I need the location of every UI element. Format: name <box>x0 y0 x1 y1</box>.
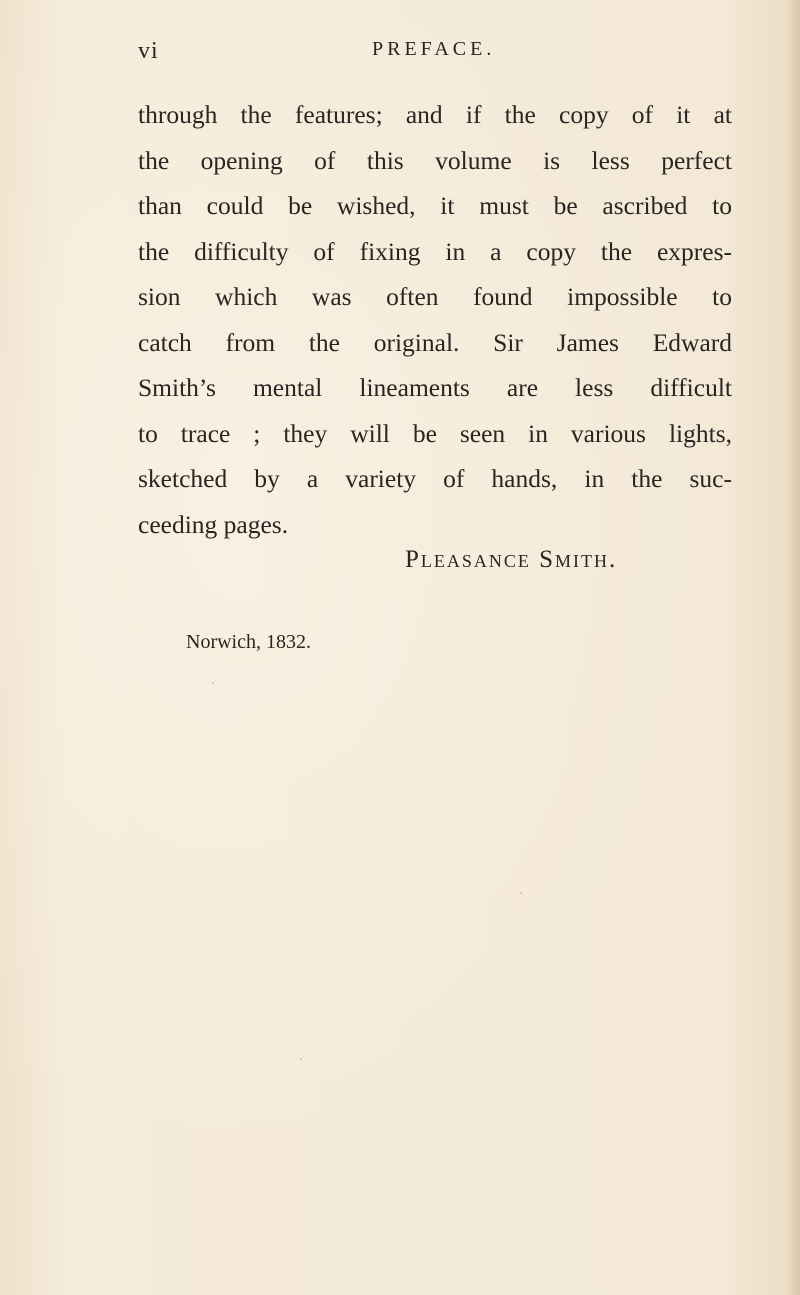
running-head-title: PREFACE. <box>372 38 496 60</box>
text-line: Smith’s mental lineaments are less difficult <box>138 373 732 402</box>
text-line: catch from the original. Sir James Edward <box>138 327 732 357</box>
place-date-line: Norwich, 1832. <box>186 631 311 653</box>
page-number: vi <box>138 38 159 64</box>
text-line: than could be wished, it must be ascribed to <box>138 191 732 220</box>
page-edge-shadow <box>786 0 800 1295</box>
text-line: to trace ; they will be seen in various lights, <box>138 418 732 448</box>
text-line: the difficulty of fixing in a copy the expres- <box>138 236 732 266</box>
running-head <box>132 38 732 78</box>
paper-speck <box>300 1058 302 1060</box>
preface-body <box>138 92 738 547</box>
text-line: through the features; and if the copy of it at <box>138 100 732 129</box>
author-signature: Pleasance Smith. <box>405 546 618 573</box>
text-line: sion which was often found impossible to <box>138 282 732 311</box>
text-line: ceeding pages. <box>138 509 289 539</box>
text-line: sketched by a variety of hands, in the suc- <box>138 464 732 493</box>
paper-speck <box>520 892 522 894</box>
paper-speck <box>212 682 214 684</box>
text-line: the opening of this volume is less perfect <box>138 145 732 175</box>
